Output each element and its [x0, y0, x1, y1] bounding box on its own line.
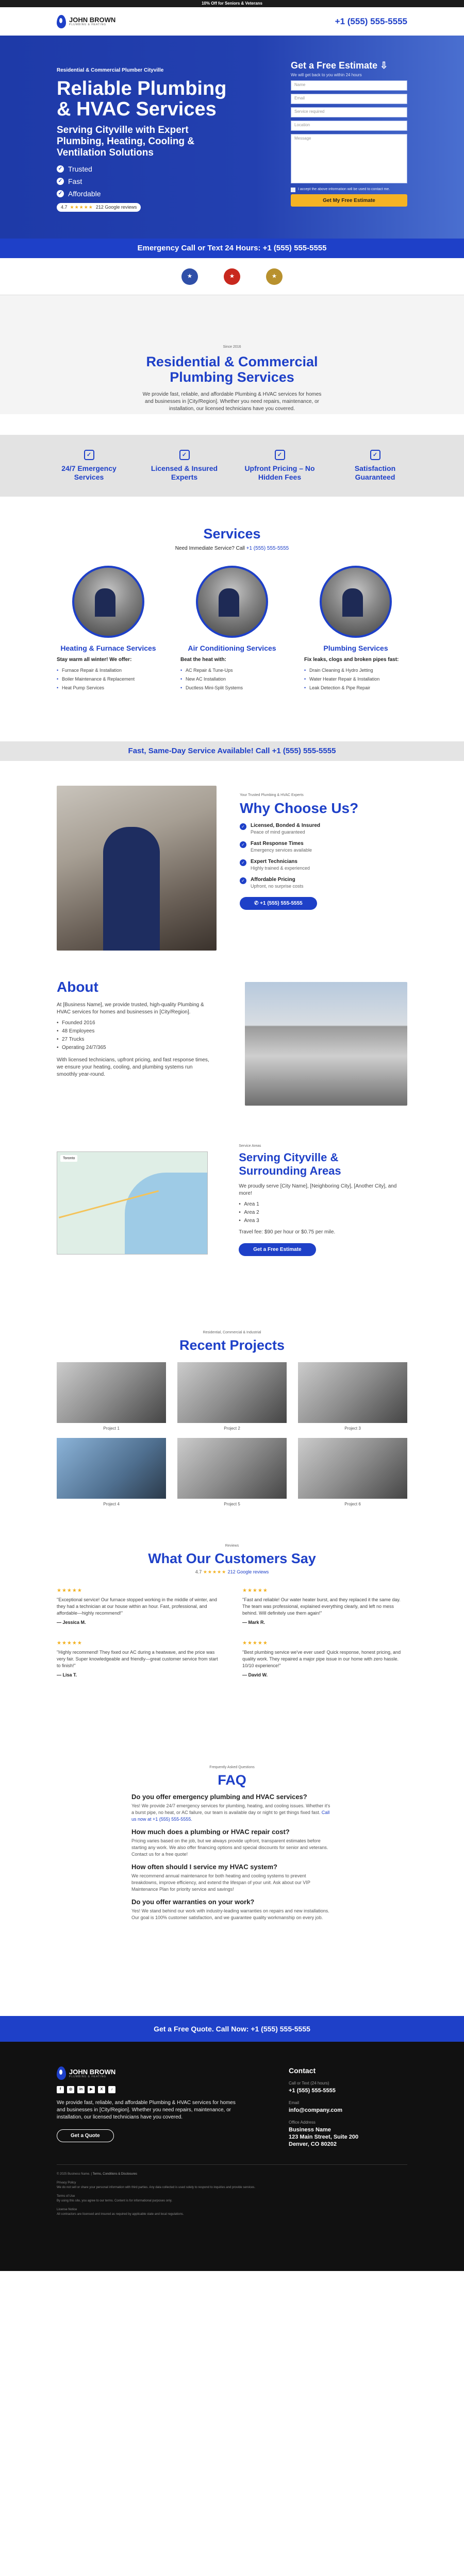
faq-question[interactable]: Do you offer warranties on your work?: [131, 1898, 255, 1906]
review-card: ★★★★★ "Best plumbing service we've ever used! Quick response, honest pricing, and quality work. They repaired a major pipe issue in our home with zero hassle. 10/10 experience!" — David W.: [242, 1640, 407, 1677]
projects-kicker: Residential, Commercial & Industrial: [203, 1331, 261, 1334]
google-rating-badge[interactable]: [57, 203, 141, 212]
about-section: [0, 958, 464, 1125]
services-section: [0, 497, 464, 741]
faq-question[interactable]: Do you offer emergency plumbing and HVAC services?: [131, 1793, 307, 1801]
quote-call-bar: Get a Free Quote. Call Now: +1 (555) 555-5555: [0, 2016, 464, 2042]
service-card-heating[interactable]: [57, 566, 160, 693]
service-list: • Furnace Repair & Installation • Boiler Maintenance & Replacement • Heat Pump Services: [57, 667, 160, 691]
faq-question[interactable]: How much does a plumbing or HVAC repair cost?: [131, 1828, 290, 1836]
review-count: 212 Google reviews: [95, 205, 137, 210]
callbar3-phone-link[interactable]: +1 (555) 555-5555: [251, 2025, 310, 2033]
hero-kicker: Residential & Commercial Plumber Cityville: [57, 67, 164, 73]
why-title: Why Choose Us?: [240, 800, 359, 816]
service-field[interactable]: Service required: [291, 107, 407, 117]
why-item: ✓ Expert Technicians Highly trained & experienced: [240, 859, 358, 871]
why-call-button[interactable]: ✆ +1 (555) 555-5555: [240, 897, 317, 910]
site-header: [0, 7, 464, 36]
certification-badge-icon: ★: [181, 268, 198, 285]
area-kicker: Service Areas: [239, 1144, 261, 1148]
service-area-section: [0, 1125, 464, 1310]
plumbing-image: [320, 566, 392, 638]
brand-name: JOHN BROWN: [69, 16, 116, 24]
feature-item: ✓ Licensed & Insured Experts: [146, 450, 223, 482]
feature-item: ✓ 24/7 Emergency Services: [51, 450, 128, 482]
projects-title: Recent Projects: [179, 1337, 285, 1353]
tiktok-icon[interactable]: ♪: [108, 2086, 115, 2093]
since-label: Since 2016: [223, 345, 241, 349]
facebook-icon[interactable]: f: [57, 2086, 64, 2093]
review-card: ★★★★★ "Fast and reliable! Our water heater burst, and they replaced it the same day. The team was professional, explained everything clearly, and left no mess behind. Will definitely use them again!" — Mark R.: [242, 1588, 407, 1625]
area-estimate-button[interactable]: Get a Free Estimate: [239, 1243, 316, 1256]
message-field[interactable]: Message: [291, 134, 407, 183]
faq-list: [0, 1793, 464, 1921]
intro-title: Residential & Commercial Plumbing Services: [146, 354, 318, 385]
project-card[interactable]: Project 6: [298, 1438, 407, 1506]
footer-email-link[interactable]: info@company.com: [289, 2107, 343, 2113]
area-title: Serving Cityville & Surrounding Areas: [239, 1151, 341, 1177]
review-card: ★★★★★ "Highly recommend! They fixed our AC during a heatwave, and the price was very fair. Super knowledgeable and friendly—great customer service from start to finish!" — Lisa T.: [57, 1640, 222, 1677]
consent-row: [291, 188, 407, 192]
service-desc: Beat the heat with:: [180, 657, 226, 663]
service-list: • Drain Cleaning & Hydro Jetting • Water Heater Repair & Installation • Leak Detection & Pipe Repair: [304, 667, 407, 691]
callbar-text: Emergency Call or Text 24 Hours:: [137, 244, 261, 252]
email-field[interactable]: Email: [291, 94, 407, 104]
footer-phone-link[interactable]: +1 (555) 555-5555: [289, 2088, 336, 2094]
submit-button[interactable]: Get My Free Estimate: [291, 194, 407, 207]
services-lead: Need Immediate Service? Call +1 (555) 555-5555: [175, 546, 289, 551]
estimate-form: [291, 60, 407, 207]
reviews-kicker: Reviews: [225, 1544, 239, 1548]
rating-value: 4.7: [61, 205, 68, 210]
callbar-phone-link[interactable]: +1 (555) 555-5555: [262, 244, 327, 252]
hero-subtitle: Serving Cityville with Expert Plumbing, Heating, Cooling & Ventilation Solutions: [57, 125, 195, 158]
promo-bar: 10% Off for Seniors & Veterans: [0, 0, 464, 7]
star-rating-icon: ★★★★★: [242, 1588, 268, 1594]
project-card[interactable]: Project 4: [57, 1438, 166, 1506]
faq-answer: Yes! We stand behind our work with industry-leading warranties on repairs and new installations. Our goal is 100% customer satisfaction, and we guarantee quality workmanship on every job.: [131, 1908, 329, 1920]
callbar2-phone-link[interactable]: +1 (555) 555-5555: [272, 747, 336, 755]
services-row: [0, 566, 464, 693]
x-icon[interactable]: X: [98, 2086, 105, 2093]
about-text: With licensed technicians, upfront pricing, and fast response times, we ensure your heating, cooling, and plumbing systems run smoothly year-round.: [57, 1057, 209, 1077]
social-links: [57, 2086, 237, 2093]
reviews-title: What Our Customers Say: [148, 1551, 316, 1566]
heating-image: [72, 566, 144, 638]
why-item: ✓ Licensed, Bonded & Insured Peace of mind guaranteed: [240, 823, 358, 835]
faq-kicker: Frequently Asked Questions: [209, 1766, 255, 1769]
technician-photo: [57, 786, 217, 951]
ac-image: [196, 566, 268, 638]
check-icon: ✓: [57, 165, 64, 173]
faq-section: [0, 1750, 464, 2016]
projects-section: [0, 1310, 464, 1527]
service-title: Air Conditioning Services: [188, 644, 276, 652]
faq-answer: Yes! We provide 24/7 emergency services for plumbing, heating, and cooling issues. Whether it's a burst pipe, no heat, or AC failure, our team is available day or night to get things fixed fast. Call us now at +1 (555) 555-5555.: [131, 1803, 330, 1822]
faq-phone-link[interactable]: Call us now at +1 (555) 555-5555.: [131, 1810, 330, 1822]
reviews-summary[interactable]: 4.7 ★★★★★ 212 Google reviews: [195, 1569, 269, 1574]
faq-answer: We recommend annual maintenance for both heating and cooling systems to prevent breakdowns, improve efficiency, and extend the lifespan of your unit. Ask about our VIP Maintenance Plan for priority service and savings!: [131, 1873, 310, 1892]
features-strip: [0, 435, 464, 497]
footer-address: Business Name 123 Main Street, Suite 200 Denver, CO 80202: [289, 2127, 359, 2147]
faq-answer: Pricing varies based on the job, but we always provide upfront, transparent estimates before starting any work. We also offer financing options and special discounts for senior and veterans. Contact us for a free quote!: [131, 1838, 328, 1857]
legal-notices: © 2025 Business Name. | Terms, Conditions & Disclosures Privacy Policy We do not sell or share your personal information with third parties. Any data collected is used solely to respond to inquiries and provide services. Terms of Use By using this site, you agree to our terms. Content is for informational purposes only. License Notice All contractors are licensed and insured as required by applicable state and local regulations.: [57, 2164, 407, 2217]
youtube-icon[interactable]: ▶: [88, 2086, 95, 2093]
check-icon: ✓: [240, 823, 246, 830]
why-kicker: Your Trusted Plumbing & HVAC Experts: [240, 793, 304, 797]
faq-title: FAQ: [218, 1772, 246, 1788]
star-rating-icon: ★★★★★: [203, 1569, 227, 1574]
feature-item: ✓ Satisfaction Guaranteed: [337, 450, 414, 482]
services-title: Services: [203, 526, 261, 541]
project-card[interactable]: Project 5: [177, 1438, 287, 1506]
footer-contact: Contact Call or Text (24 hours) +1 (555) 555-5555 Email info@company.com Office Address Business Name 123 Main Street, Suite 200 Denver, CO 80202: [289, 2066, 407, 2148]
footer-quote-button[interactable]: Get a Quote: [57, 2129, 114, 2142]
check-icon: ✓: [240, 859, 246, 866]
service-desc: Stay warm all winter! We offer:: [57, 657, 132, 663]
clock-icon: ✓: [84, 450, 94, 460]
form-subtitle: We will get back to you within 24 hours: [291, 73, 362, 77]
form-title: Get a Free Estimate ⇩: [291, 60, 388, 71]
check-icon: ✓: [240, 877, 246, 884]
services-phone-link[interactable]: +1 (555) 555-5555: [246, 546, 289, 551]
why-item: ✓ Fast Response Times Emergency services available: [240, 841, 358, 853]
terms-link[interactable]: Terms, Conditions & Disclosures: [92, 2173, 137, 2176]
star-rating-icon: ★★★★★: [70, 204, 93, 210]
phone-icon: ✆: [254, 901, 260, 906]
brand-logo[interactable]: [57, 15, 115, 28]
license-icon: ✓: [179, 450, 190, 460]
service-area-map[interactable]: [57, 1151, 208, 1255]
star-rating-icon: ★★★★★: [57, 1588, 82, 1594]
reviews-grid: [0, 1588, 464, 1677]
site-footer: [0, 2042, 464, 2271]
service-list: • AC Repair & Tune-Ups • New AC Installation • Ductless Mini-Split Systems: [180, 667, 284, 691]
check-icon: ✓: [57, 190, 64, 197]
why-section: [0, 761, 464, 958]
project-card[interactable]: Project 2: [177, 1362, 287, 1431]
travel-fee: Travel fee: $90 per hour or $0.75 per mile.: [239, 1229, 336, 1235]
star-rating-icon: ★★★★★: [242, 1640, 268, 1646]
service-title: Plumbing Services: [323, 644, 388, 652]
hero-section: [0, 36, 464, 239]
intro-text: We provide fast, reliable, and affordable Plumbing & HVAC services for homes and businesses in [City/Region]. Whether you need repairs, maintenance, or installation, our licensed technicians have you covered.: [142, 392, 322, 412]
hero-title: Reliable Plumbing & HVAC Services: [57, 78, 227, 120]
thumbs-up-icon: ✓: [370, 450, 380, 460]
service-card-plumbing[interactable]: [304, 566, 407, 693]
award-badge-icon: ★: [224, 268, 240, 285]
contact-title: Contact: [289, 2066, 316, 2075]
linkedin-icon[interactable]: in: [77, 2086, 85, 2093]
header-phone-link[interactable]: +1 (555) 555-5555: [335, 16, 407, 26]
review-card: ★★★★★ "Exceptional service! Our furnace stopped working in the middle of winter, and they had a technician at our house within an hour. Fast, professional, and affordable—highly recommend!" — Jessica M.: [57, 1588, 222, 1625]
emergency-call-bar: [0, 239, 464, 258]
hero-bullet: ✓ Affordable: [57, 190, 407, 198]
building-photo: [245, 982, 407, 1106]
footer-text: We provide fast, reliable, and affordable Plumbing & HVAC services for homes and businesses in [City/Region]. Whether you need repairs, maintenance, or installation, our licensed technicians have you covered.: [57, 2100, 236, 2120]
feature-item: ✓ Upfront Pricing – No Hidden Fees: [241, 450, 319, 482]
project-card[interactable]: Project 1: [57, 1362, 166, 1431]
reviews-section: [0, 1527, 464, 1750]
hero-bullet: ✓ Fast: [57, 177, 407, 185]
consent-label: I accept the above information will be used to contact me.: [298, 188, 390, 191]
footer-logo[interactable]: JOHN BROWN PLUMBING & HEATING: [57, 2066, 237, 2080]
name-field[interactable]: Name: [291, 80, 407, 91]
seal-badge-icon: ★: [266, 268, 283, 285]
trust-badges: [0, 258, 464, 295]
instagram-icon[interactable]: ◎: [67, 2086, 74, 2093]
brand-tagline: PLUMBING & HEATING: [69, 23, 107, 26]
service-title: Heating & Furnace Services: [60, 644, 156, 652]
location-field[interactable]: Location: [291, 121, 407, 131]
map-location-label: Toronto: [60, 1155, 77, 1162]
projects-grid: [0, 1362, 464, 1506]
water-drop-icon: [57, 2066, 66, 2080]
why-item: ✓ Affordable Pricing Upfront, no surprise costs: [240, 877, 358, 889]
intro-section: [0, 295, 464, 414]
hero-bullet: ✓ Trusted: [57, 165, 407, 173]
same-day-call-bar: Fast, Same-Day Service Available! Call +1 (555) 555-5555: [0, 741, 464, 761]
about-facts: • Founded 2016 • 48 Employees • 27 Trucks • Operating 24/7/365: [57, 1020, 214, 1050]
service-card-ac[interactable]: [180, 566, 284, 693]
water-drop-icon: [57, 15, 66, 28]
about-title: About: [57, 979, 98, 995]
star-rating-icon: ★★★★★: [57, 1640, 82, 1646]
project-card[interactable]: Project 3: [298, 1362, 407, 1431]
check-icon: ✓: [57, 178, 64, 185]
area-list: • Area 1 • Area 2 • Area 3: [239, 1201, 407, 1224]
price-tag-icon: ✓: [275, 450, 285, 460]
area-text: We proudly serve [City Name], [Neighboring City], [Another City], and more!: [239, 1183, 397, 1196]
about-intro: At [Business Name], we provide trusted, high-quality Plumbing & HVAC services for homes and businesses in [City/Region].: [57, 1002, 204, 1015]
faq-question[interactable]: How often should I service my HVAC system?: [131, 1863, 277, 1871]
service-desc: Fix leaks, clogs and broken pipes fast:: [304, 657, 399, 663]
consent-checkbox[interactable]: [291, 188, 295, 192]
check-icon: ✓: [240, 841, 246, 848]
